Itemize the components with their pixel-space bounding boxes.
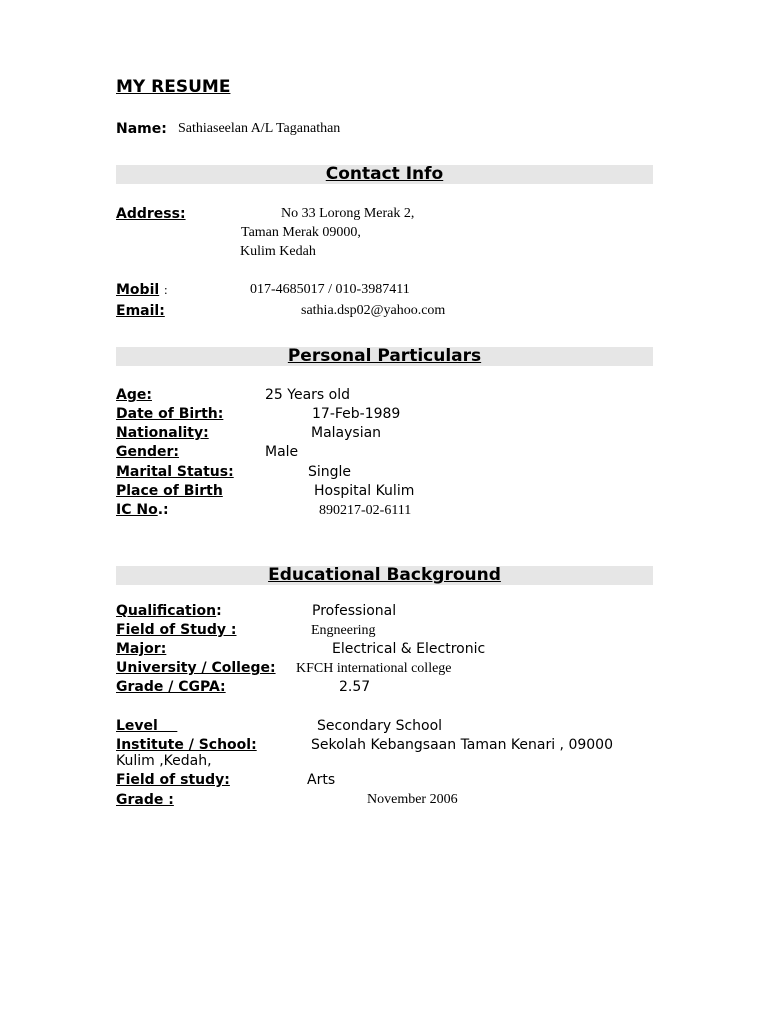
dob-value: 17-Feb-1989 [312,406,401,422]
university-value: KFCH international college [296,661,452,676]
page-title: MY RESUME [116,77,231,97]
age-label: Age: [116,387,152,403]
email-label: Email: [116,303,165,319]
educational-background-heading-text: Educational Background [268,565,501,585]
qualification-label-text: Qualification [116,603,217,619]
major-label: Major: [116,641,167,657]
ic-no-label-text: IC No [116,502,158,518]
mobile-label: Mobil [116,282,160,298]
grade-cgpa-label: Grade / CGPA: [116,679,226,695]
institute-value: Sekolah Kebangsaan Taman Kenari , 09000 [311,737,613,753]
qualification-label-colon: : [216,603,222,619]
qualification-label [116,603,222,619]
field-of-study-value: Engneering [311,623,376,638]
address-line-2: Taman Merak 09000, [241,225,361,240]
nationality-label: Nationality: [116,425,209,441]
major-value: Electrical & Electronic [332,641,486,657]
ic-no-label-suffix: .: [157,502,169,518]
marital-status-label: Marital Status: [116,464,234,480]
institute-label: Institute / School: [116,737,257,753]
qualification-value: Professional [312,603,397,619]
grade-2-label: Grade : [116,792,174,808]
gender-label: Gender: [116,444,179,460]
educational-background-heading [116,566,653,585]
marital-status-value: Single [308,464,352,480]
nationality-value: Malaysian [311,425,382,441]
mobile-value: 017-4685017 / 010-3987411 [250,282,410,297]
institute-value-cont: Kulim ,Kedah, [116,753,212,769]
ic-no-label [116,502,169,518]
contact-info-heading-text: Contact Info [325,164,444,184]
personal-particulars-heading [116,347,653,366]
university-label: University / College: [116,660,276,676]
level-value: Secondary School [317,718,443,734]
name-label: Name: [116,121,167,137]
place-of-birth-value: Hospital Kulim [314,483,415,499]
grade-2-value: November 2006 [367,792,458,807]
level-label: Level [116,718,178,734]
gender-value: Male [265,444,299,460]
dob-label: Date of Birth: [116,406,224,422]
address-line-3: Kulim Kedah [240,244,316,259]
field-of-study-label: Field of Study : [116,622,237,638]
personal-particulars-heading-text: Personal Particulars [287,346,482,366]
contact-info-heading [116,165,653,184]
field-of-study-2-value: Arts [307,772,336,788]
ic-no-value: 890217-02-6111 [319,503,412,518]
place-of-birth-label: Place of Birth [116,483,223,499]
name-value: Sathiaseelan A/L Taganathan [178,121,341,136]
email-value: sathia.dsp02@yahoo.com [301,303,446,318]
grade-cgpa-value: 2.57 [339,679,371,695]
mobile-colon: : [164,282,168,297]
address-label: Address: [116,206,186,222]
address-line-1: No 33 Lorong Merak 2, [281,206,415,221]
field-of-study-2-label: Field of study: [116,772,230,788]
age-value: 25 Years old [265,387,350,403]
